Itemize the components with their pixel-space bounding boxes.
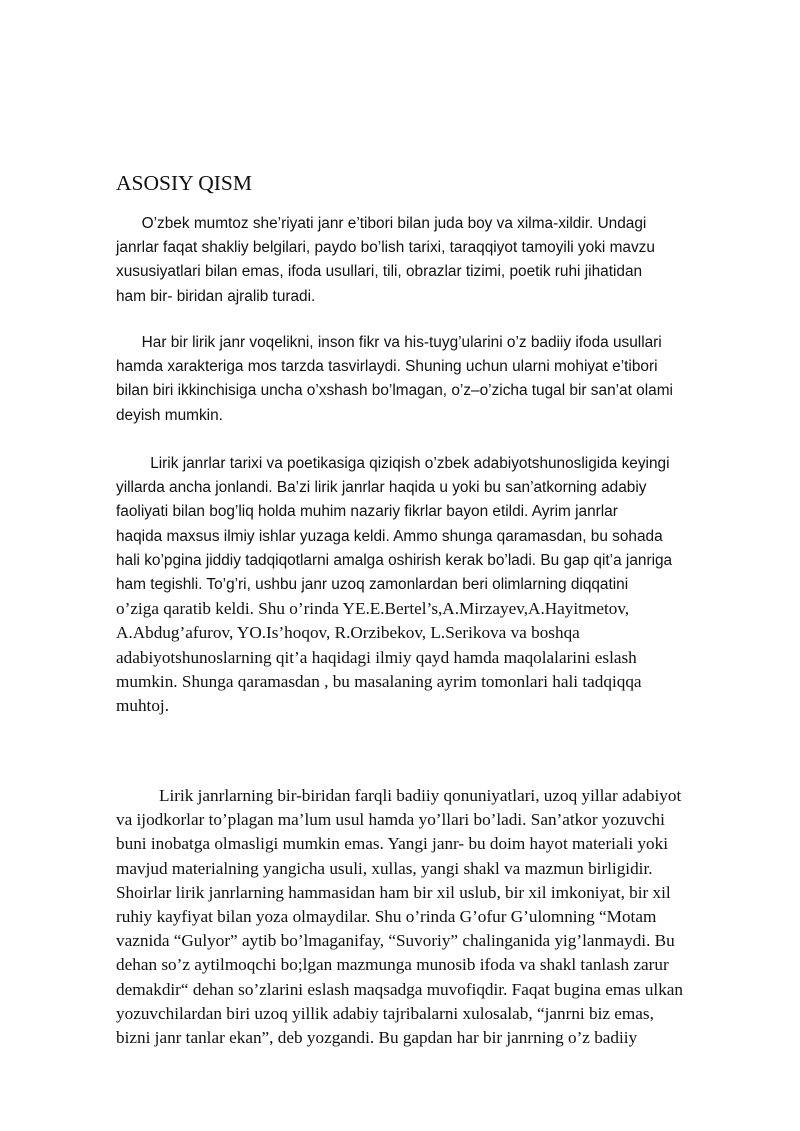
text-line: ruhiy kayfiyat bilan yoza olmaydilar. Shu o’rinda G’ofur G’ulomning “Motam xyxy=(116,907,657,927)
text-line: bilan biri ikkinchisiga uncha o’xshash bo’lmagan, o’z–o’zicha tugal bir san’at olami xyxy=(116,382,673,400)
text-line: yozuvchilardan biri uzoq yillik adabiy tajribalarni xulosalab, “janrni biz emas, xyxy=(116,1003,654,1023)
text-line: va ijodkorlar to’plagan ma’lum usul hamda yo’llari bo’ladi. San’atkor yozuvchi xyxy=(116,810,665,830)
text-line: janrlar faqat shakliy belgilari, paydo bo’lish tarixi, taraqqiyot tamoyili yoki mavzu xyxy=(116,239,655,257)
text-line: deyish mumkin. xyxy=(116,406,223,424)
text-line: xususiyatlari bilan emas, ifoda usullari, tili, obrazlar tizimi, poetik ruhi jihatidan xyxy=(116,263,643,281)
text-line: buni inobatga olmasligi mumkin emas. Yangi janr- bu doim hayot materiali yoki xyxy=(116,834,668,854)
text-line: Shoirlar lirik janrlarning hammasidan ham bir xil uslub, bir xil imkoniyat, bir xil xyxy=(116,882,671,902)
text-line: vaznida “Gulyor” aytib bo’lmaganifay, “Suvoriy” chalinganida yig’lanmaydi. Bu xyxy=(116,931,675,951)
text-line: A.Abdug’afurov, YO.Is’hoqov, R.Orzibekov, L.Serikova va boshqa xyxy=(116,623,580,643)
text-line: Lirik janrlarning bir-biridan farqli badiiy qonuniyatlari, uzoq yillar adabiyot xyxy=(116,786,682,805)
text-line: hamda xarakteriga mos tarzda tasvirlaydi. Shuning uchun ularni mohiyat e’tibori xyxy=(116,358,658,376)
text-line: haqida maxsus ilmiy ishlar yuzaga keldi. Ammo shunga qaramasdan, bu sohada xyxy=(116,527,663,545)
section-heading: ASOSIY QISM xyxy=(116,171,252,195)
paragraph-3 xyxy=(116,452,672,718)
text-line: ham bir- biridan ajralib turadi. xyxy=(116,287,316,305)
text-line: mavjud materialning yangicha usuli, xullas, yangi shakl va mazmun birligidir. xyxy=(116,858,653,878)
text-line: adabiyotshunoslarning qit’a haqidagi ilmiy qayd hamda maqolalarini eslash xyxy=(116,647,637,667)
text-line: hali ko’pgina jiddiy tadqiqotlarni amalga oshirish kerak bo’ladi. Bu gap qit’a janriga xyxy=(116,551,673,569)
text-line: o’ziga qaratib keldi. Shu o’rinda YE.E.Bertel’s,A.Mirzayev,A.Hayitmetov, xyxy=(116,599,630,619)
text-line: yillarda ancha jonlandi. Ba’zi lirik janrlar haqida u yoki bu san’atkorning adabiy xyxy=(116,479,647,497)
text-line: muhtoj. xyxy=(116,696,169,716)
paragraph-1 xyxy=(116,212,655,309)
text-line: faoliyati bilan bog’liq holda muhim nazariy fikrlar bayon etildi. Ayrim janrlar xyxy=(116,503,618,521)
paragraph-4 xyxy=(116,784,683,1050)
paragraph-2 xyxy=(116,331,673,428)
text-line: bizni janr tanlar ekan”, deb yozgandi. Bu gapdan har bir janrning o’z badiiy xyxy=(116,1028,638,1048)
text-line: Har bir lirik janr voqelikni, inson fikr va his-tuyg’ularini o’z badiiy ifoda usullari xyxy=(116,334,662,351)
text-line: mumkin. Shunga qaramasdan , bu masalaning ayrim tomonlari hali tadqiqqa xyxy=(116,671,642,691)
text-line: ham tegishli. To’g’ri, ushbu janr uzoq zamonlardan beri olimlarning diqqatini xyxy=(116,576,629,594)
text-line: demakdir“ dehan so’zlarini eslash maqsadga muvofiqdir. Faqat bugina emas ulkan xyxy=(116,979,684,999)
text-line: dehan so’z aytilmoqchi bo;lgan mazmunga munosib ifoda va shakl tanlash zarur xyxy=(116,955,669,975)
text-line: O’zbek mumtoz she’riyati janr e’tibori bilan juda boy va xilma-xildir. Undagi xyxy=(116,215,647,232)
text-line: Lirik janrlar tarixi va poetikasiga qiziqish o’zbek adabiyotshunosligida keyingi xyxy=(116,455,670,472)
